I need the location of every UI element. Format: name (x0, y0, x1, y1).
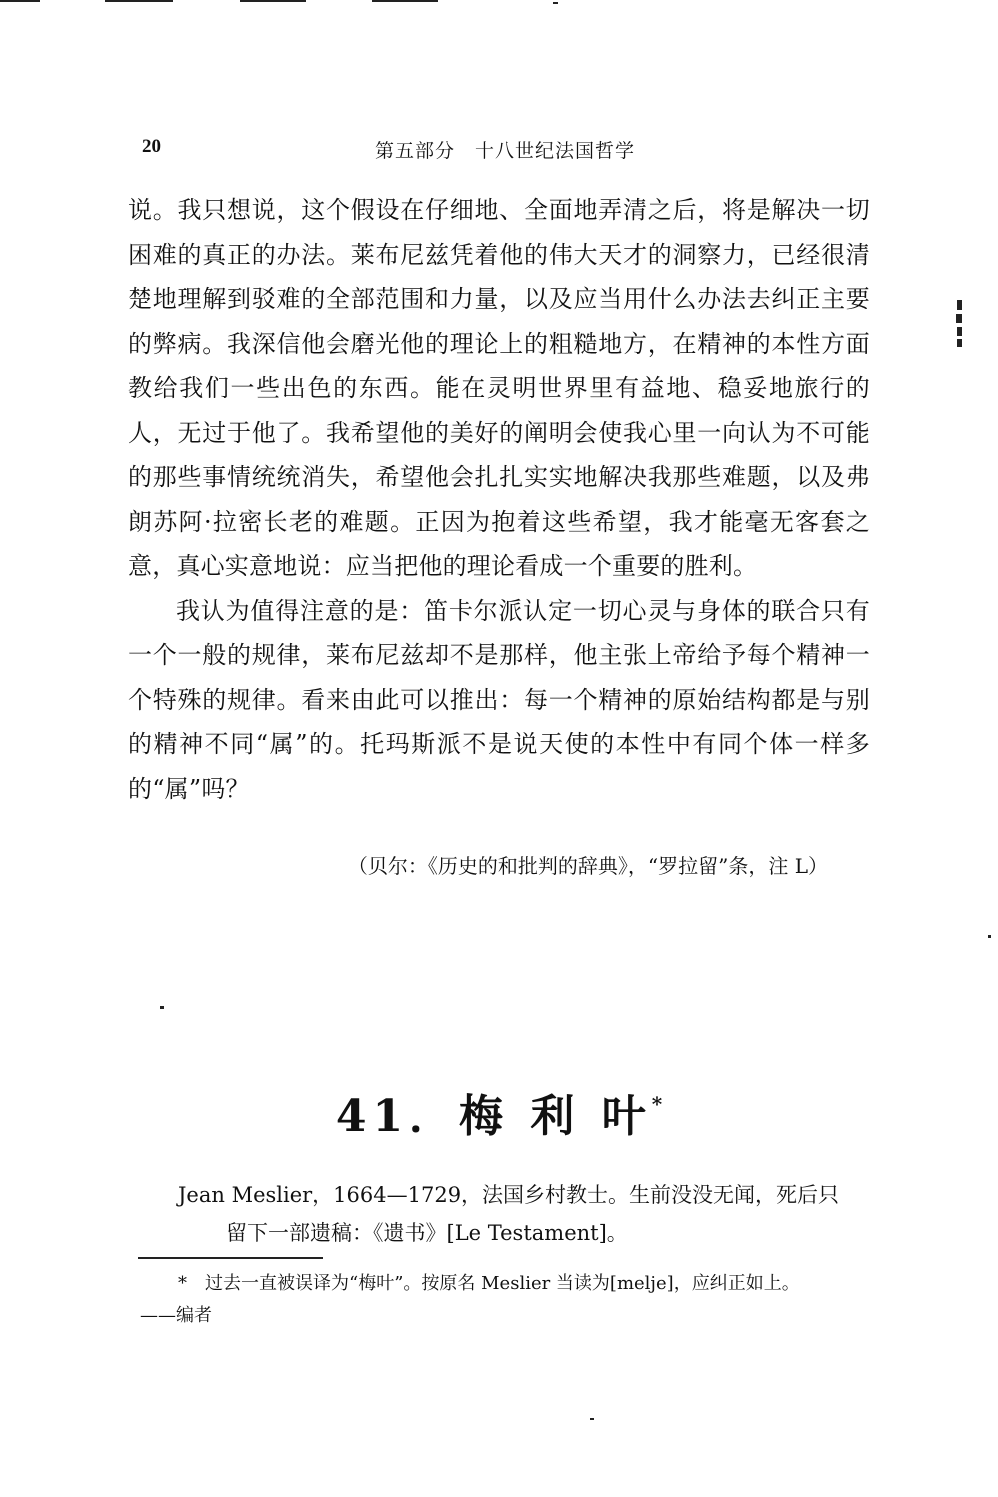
scan-artifact (590, 1418, 594, 1420)
footnote-line (140, 1268, 900, 1300)
footnote (140, 1268, 900, 1332)
scan-artifact (553, 2, 558, 4)
footnote-attribution: ——编者 (140, 1305, 212, 1326)
scan-artifact (988, 935, 991, 938)
section-title: 41．梅 利 叶 (335, 1091, 652, 1142)
intro-line: Jean Meslier，1664—1729，法国乡村教士。生前没没无闻，死后只 (178, 1183, 840, 1207)
running-head: 第五部分 十八世纪法国哲学 (374, 140, 635, 162)
citation: （贝尔：《历史的和批判的辞典》，“罗拉留”条，注 L） (347, 854, 828, 878)
paragraph: 说。我只想说，这个假设在仔细地、全面地弄清之后，将是解决一切困难的真正的办法。莱布尼兹凭着他的伟大天才的洞察力，已经很清楚地理解到驳难的全部范围和力量，以及应当用什么办法去纠正主要的弊病。我深信他会磨光他的理论上的粗糙地方，在精神的本性方面教给我们一些出色的东西。能在灵明世界里有益地、稳妥地旅行的人，无过于他了。我希望他的美好的阐明会使我心里一向认为不可能的那些事情统统消失，希望他会扎扎实实地解决我那些难题，以及弗朗苏阿·拉密长老的难题。正因为抱着这些希望，我才能毫无客套之意，真心实意地说：应当把他的理论看成一个重要的胜利。 (128, 196, 870, 580)
scan-artifact (160, 1006, 164, 1009)
footnote-reference: * (651, 1092, 663, 1116)
margin-bleed-mark (955, 300, 963, 348)
intro-line: 留下一部遗稿：《遗书》[Le Testament]。 (226, 1221, 628, 1245)
footnote-text: 过去一直被误译为“梅叶”。按原名 Meslier 当读为[melje]，应纠正如上。 (205, 1273, 800, 1294)
section-heading (0, 1080, 998, 1144)
page-number: 20 (142, 136, 161, 157)
scan-artifact (240, 0, 306, 2)
footnote-marker: * (178, 1273, 187, 1294)
page-header (140, 136, 870, 166)
paragraph: 我认为值得注意的是：笛卡尔派认定一切心灵与身体的联合只有一个一般的规律，莱布尼兹却不是那样，他主张上帝给予每个精神一个特殊的规律。看来由此可以推出：每一个精神的原始结构都是与别的精神不同“属”的。托玛斯派不是说天使的本性中有同个体一样多的“属”吗？ (128, 596, 870, 803)
scan-artifact (105, 0, 173, 2)
scan-artifact (0, 0, 40, 2)
footnote-rule (138, 1257, 323, 1259)
scan-artifact (372, 0, 438, 2)
body-text (128, 188, 870, 811)
section-intro (178, 1176, 858, 1252)
